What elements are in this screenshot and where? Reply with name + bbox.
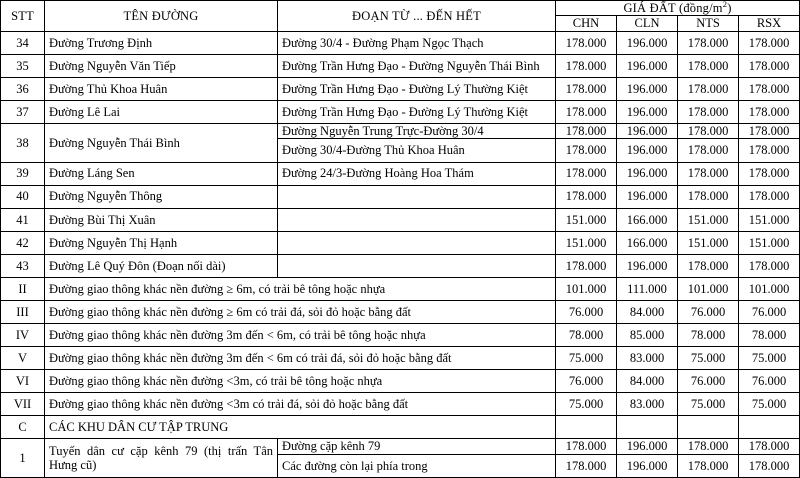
cell-street-name: Đường Nguyễn Thị Hạnh (45, 231, 278, 254)
table-row (1, 277, 800, 300)
cell-price-chn: 178.000 (556, 254, 617, 277)
cell-price-chn: 76.000 (556, 370, 617, 393)
cell-street-name: Đường giao thông khác nền đường ≥ 6m có trải đá, sỏi đỏ hoặc bằng đất (45, 300, 556, 323)
table-row (1, 162, 800, 185)
table-row (1, 324, 800, 347)
column-header-nts: NTS (678, 16, 739, 31)
cell-price-chn: 78.000 (556, 324, 617, 347)
column-header-rsx: RSX (739, 16, 800, 31)
cell-price-rsx: 178.000 (739, 31, 800, 54)
cell-price-nts: 178.000 (678, 454, 739, 477)
cell-price-chn: 178.000 (556, 439, 617, 454)
table-row (1, 185, 800, 208)
column-header-land-price-group (556, 1, 800, 16)
cell-street-name: Đường giao thông khác nền đường ≥ 6m, có trải bê tông hoặc nhựa (45, 277, 556, 300)
cell-stt: II (1, 277, 45, 300)
cell-price-cln: 111.000 (617, 277, 678, 300)
cell-price-nts: 178.000 (678, 124, 739, 139)
cell-stt: 43 (1, 254, 45, 277)
table-row (1, 300, 800, 323)
cell-price-cln: 196.000 (617, 124, 678, 139)
cell-price-rsx: 75.000 (739, 393, 800, 416)
cell-price-cln (617, 416, 678, 439)
cell-price-rsx: 151.000 (739, 208, 800, 231)
cell-price-cln: 196.000 (617, 162, 678, 185)
table-body (1, 31, 800, 477)
cell-price-cln: 196.000 (617, 77, 678, 100)
cell-segment: Đường 24/3-Đường Hoàng Hoa Thám (278, 162, 556, 185)
cell-price-cln: 166.000 (617, 208, 678, 231)
header-row-primary (1, 1, 800, 16)
cell-price-nts: 178.000 (678, 139, 739, 162)
cell-street-name: Đường Lê Quý Đôn (Đoạn nối dài) (45, 254, 278, 277)
cell-segment (278, 231, 556, 254)
cell-segment: Đường 30/4-Đường Thủ Khoa Huân (278, 139, 556, 162)
cell-price-chn: 178.000 (556, 162, 617, 185)
cell-price-chn: 75.000 (556, 347, 617, 370)
table-row (1, 231, 800, 254)
cell-stt: VII (1, 393, 45, 416)
table-row (1, 100, 800, 123)
table-row (1, 77, 800, 100)
table-row (1, 347, 800, 370)
cell-segment: Đường Trần Hưng Đạo - Đường Lý Thường Kiệt (278, 100, 556, 123)
cell-price-rsx: 178.000 (739, 77, 800, 100)
cell-price-cln: 196.000 (617, 139, 678, 162)
cell-street-name: Đường Nguyễn Văn Tiếp (45, 54, 278, 77)
cell-price-rsx: 76.000 (739, 300, 800, 323)
table-row (1, 370, 800, 393)
cell-price-cln: 196.000 (617, 454, 678, 477)
cell-price-chn (556, 416, 617, 439)
cell-price-cln: 196.000 (617, 100, 678, 123)
cell-street-name: Đường Láng Sen (45, 162, 278, 185)
cell-price-rsx: 76.000 (739, 370, 800, 393)
cell-price-rsx: 178.000 (739, 439, 800, 454)
cell-price-cln: 83.000 (617, 393, 678, 416)
cell-stt: 35 (1, 54, 45, 77)
cell-price-chn: 178.000 (556, 185, 617, 208)
cell-price-cln: 83.000 (617, 347, 678, 370)
cell-price-rsx: 101.000 (739, 277, 800, 300)
cell-price-rsx: 178.000 (739, 454, 800, 477)
cell-stt: 38 (1, 124, 45, 162)
cell-segment (278, 208, 556, 231)
cell-price-cln: 196.000 (617, 185, 678, 208)
cell-price-chn: 178.000 (556, 139, 617, 162)
cell-price-chn: 178.000 (556, 454, 617, 477)
cell-segment: Đường Trần Hưng Đạo - Đường Lý Thường Kiệt (278, 77, 556, 100)
cell-price-rsx (739, 416, 800, 439)
land-price-label: GIÁ ĐẤT (đồng/m (623, 1, 723, 15)
column-header-cln: CLN (617, 16, 678, 31)
cell-price-nts: 178.000 (678, 162, 739, 185)
cell-segment: Đường 30/4 - Đường Phạm Ngọc Thạch (278, 31, 556, 54)
cell-price-nts: 178.000 (678, 254, 739, 277)
cell-price-rsx: 178.000 (739, 124, 800, 139)
table-row (1, 416, 800, 439)
table-row (1, 31, 800, 54)
cell-stt: C (1, 416, 45, 439)
cell-street-name: Đường Lê Lai (45, 100, 278, 123)
cell-stt: III (1, 300, 45, 323)
table-row (1, 208, 800, 231)
cell-stt: 36 (1, 77, 45, 100)
square-meter-exponent: 2 (722, 0, 728, 9)
cell-street-name: Đường Nguyễn Thái Bình (45, 124, 278, 162)
table-row (1, 124, 800, 139)
cell-price-chn: 178.000 (556, 54, 617, 77)
cell-stt: IV (1, 324, 45, 347)
cell-price-rsx: 178.000 (739, 139, 800, 162)
cell-price-nts: 178.000 (678, 100, 739, 123)
cell-price-rsx: 178.000 (739, 54, 800, 77)
cell-price-nts (678, 416, 739, 439)
cell-price-rsx: 178.000 (739, 254, 800, 277)
cell-street-name: Đường giao thông khác nền đường <3m có trải đá, sỏi đỏ hoặc bằng đất (45, 393, 556, 416)
cell-price-cln: 196.000 (617, 254, 678, 277)
cell-stt: 1 (1, 439, 45, 478)
column-header-street-name: TÊN ĐƯỜNG (45, 1, 278, 32)
cell-price-rsx: 178.000 (739, 100, 800, 123)
cell-price-cln: 196.000 (617, 31, 678, 54)
cell-price-rsx: 178.000 (739, 185, 800, 208)
cell-price-rsx: 75.000 (739, 347, 800, 370)
cell-segment: Đường Nguyễn Trung Trực-Đường 30/4 (278, 124, 556, 139)
table-row (1, 439, 800, 454)
column-header-chn: CHN (556, 16, 617, 31)
cell-price-chn: 178.000 (556, 124, 617, 139)
cell-street-name: CÁC KHU DÂN CƯ TẬP TRUNG (45, 416, 556, 439)
cell-price-nts: 101.000 (678, 277, 739, 300)
cell-price-nts: 178.000 (678, 185, 739, 208)
land-price-close-paren: ) (727, 1, 732, 15)
cell-price-chn: 178.000 (556, 77, 617, 100)
cell-stt: 34 (1, 31, 45, 54)
cell-price-nts: 151.000 (678, 231, 739, 254)
cell-price-cln: 84.000 (617, 370, 678, 393)
table-row (1, 54, 800, 77)
cell-price-nts: 178.000 (678, 31, 739, 54)
cell-price-nts: 78.000 (678, 324, 739, 347)
column-header-stt: STT (1, 1, 45, 32)
cell-street-name: Đường Thủ Khoa Huân (45, 77, 278, 100)
cell-stt: 40 (1, 185, 45, 208)
table-row (1, 393, 800, 416)
table-row (1, 254, 800, 277)
cell-street-name: Đường Nguyễn Thông (45, 185, 278, 208)
cell-price-nts: 151.000 (678, 208, 739, 231)
cell-street-name: Đường Bùi Thị Xuân (45, 208, 278, 231)
cell-stt: 37 (1, 100, 45, 123)
cell-price-nts: 76.000 (678, 300, 739, 323)
column-header-segment: ĐOẠN TỪ ... ĐẾN HẾT (278, 1, 556, 32)
cell-street-name: Đường giao thông khác nền đường 3m đến < 6m, có trải bê tông hoặc nhựa (45, 324, 556, 347)
cell-price-nts: 75.000 (678, 347, 739, 370)
cell-price-chn: 151.000 (556, 231, 617, 254)
cell-price-chn: 178.000 (556, 31, 617, 54)
cell-price-nts: 178.000 (678, 439, 739, 454)
cell-price-rsx: 78.000 (739, 324, 800, 347)
cell-segment (278, 185, 556, 208)
cell-street-name: Đường giao thông khác nền đường 3m đến < 6m có trải đá, sỏi đỏ hoặc bằng đất (45, 347, 556, 370)
cell-price-chn: 101.000 (556, 277, 617, 300)
cell-price-cln: 196.000 (617, 54, 678, 77)
cell-price-chn: 75.000 (556, 393, 617, 416)
cell-price-rsx: 178.000 (739, 162, 800, 185)
cell-price-rsx: 151.000 (739, 231, 800, 254)
cell-stt: 39 (1, 162, 45, 185)
cell-segment: Đường Trần Hưng Đạo - Đường Nguyễn Thái Bình (278, 54, 556, 77)
cell-price-cln: 196.000 (617, 439, 678, 454)
cell-price-chn: 151.000 (556, 208, 617, 231)
cell-price-nts: 75.000 (678, 393, 739, 416)
cell-segment: Đường cặp kênh 79 (278, 439, 556, 454)
cell-price-cln: 84.000 (617, 300, 678, 323)
cell-street-name: Đường giao thông khác nền đường <3m, có trải bê tông hoặc nhựa (45, 370, 556, 393)
table-header (1, 1, 800, 32)
cell-stt: V (1, 347, 45, 370)
cell-segment (278, 254, 556, 277)
cell-price-nts: 76.000 (678, 370, 739, 393)
cell-price-chn: 76.000 (556, 300, 617, 323)
cell-street-name: Đường Trương Định (45, 31, 278, 54)
cell-price-nts: 178.000 (678, 54, 739, 77)
cell-price-chn: 178.000 (556, 100, 617, 123)
cell-stt: 42 (1, 231, 45, 254)
cell-segment: Các đường còn lại phía trong (278, 454, 556, 477)
cell-price-cln: 85.000 (617, 324, 678, 347)
cell-street-name: Tuyến dân cư cặp kênh 79 (thị trấn Tân Hưng cũ) (45, 439, 278, 478)
cell-stt: 41 (1, 208, 45, 231)
cell-stt: VI (1, 370, 45, 393)
cell-price-cln: 166.000 (617, 231, 678, 254)
cell-price-nts: 178.000 (678, 77, 739, 100)
